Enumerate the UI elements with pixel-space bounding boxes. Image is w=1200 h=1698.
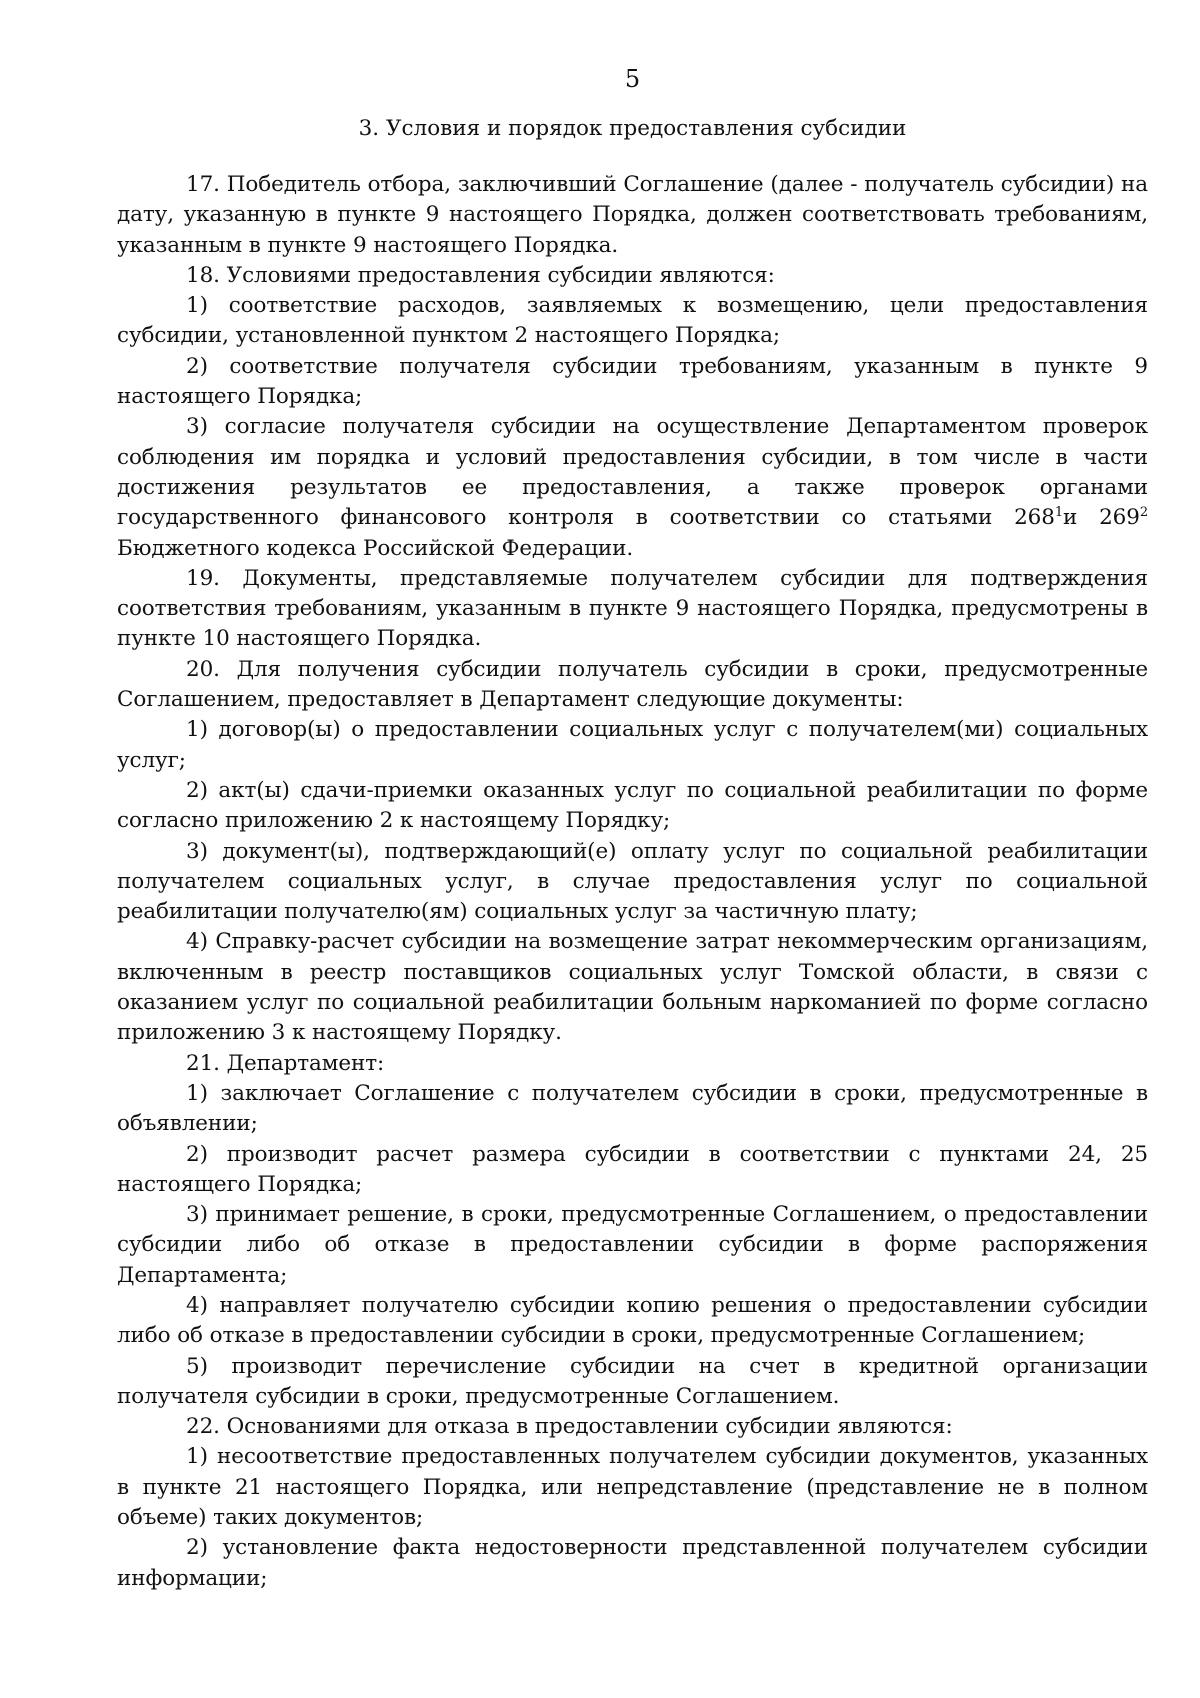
- paragraph-20-item-4: 4) Справку-расчет субсидии на возмещение затрат некоммерческим организациям, включенным в реестр поставщиков социальных услуг Томской области, в связи с оказанием услуг по социальной реабилитации больным наркоманией по форме согласно приложению 3 к настоящему Порядку.: [117, 929, 1148, 1046]
- paragraph-18-item-3: [117, 412, 1148, 563]
- paragraph-22-item-2: 2) установление факта недостоверности представленной получателем субсидии информации;: [117, 1535, 1148, 1591]
- paragraph-18: 18. Условиями предоставления субсидии являются:: [186, 262, 775, 288]
- paragraph-22-item-1: 1) несоответствие предоставленных получателем субсидии документов, указанных в пункте 21 настоящего Порядка, или непредставление (представление не в полном объеме) таких документов;: [117, 1444, 1148, 1531]
- paragraph-21: 21. Департамент:: [186, 1050, 385, 1076]
- paragraph-18-item-2: 2) соответствие получателя субсидии требованиям, указанным в пункте 9 настоящего Порядка;: [117, 353, 1148, 410]
- paragraph-20-item-2: 2) акт(ы) сдачи-приемки оказанных услуг по социальной реабилитации по форме согласно приложению 2 к настоящему Порядку;: [117, 777, 1148, 834]
- paragraph-22: 22. Основаниями для отказа в предоставлении субсидии являются:: [186, 1414, 953, 1440]
- paragraph-text: 3) согласие получателя субсидии на осуществление Департаментом проверок соблюдения им порядка и условий предоставления субсидии, в том числе в части достижения результатов ее предоставления, а также проверок органами государственного финансового контроля в соответствии со статьями 268: [117, 414, 1148, 531]
- paragraph-text: Бюджетного кодекса Российской Федерации.: [117, 535, 634, 561]
- paragraph-21-item-3: 3) принимает решение, в сроки, предусмотренные Соглашением, о предоставлении субсидии либо об отказе в предоставлении субсидии в форме распоряжения Департамента;: [117, 1202, 1148, 1288]
- section-title: 3. Условия и порядок предоставления субсидии: [358, 116, 907, 141]
- superscript: 2: [1139, 505, 1148, 521]
- page-number: 5: [624, 65, 641, 93]
- paragraph-20-item-1: 1) договор(ы) о предоставлении социальных услуг с получателем(ми) социальных услуг;: [117, 717, 1148, 773]
- paragraph-text: и 269: [1063, 505, 1140, 531]
- paragraph-19: 19. Документы, представляемые получателем субсидии для подтверждения соответствия требованиям, указанным в пункте 9 настоящего Порядка, предусмотрены в пункте 10 настоящего Порядка.: [117, 565, 1148, 652]
- document-page: [117, 64, 1148, 1594]
- paragraph-21-item-1: 1) заключает Соглашение с получателем субсидии в сроки, предусмотренные в объявлении;: [117, 1080, 1148, 1137]
- paragraph-21-item-2: 2) производит расчет размера субсидии в соответствии с пунктами 24, 25 настоящего Порядка;: [117, 1141, 1148, 1197]
- superscript: 1: [1054, 505, 1064, 521]
- paragraph-17: 17. Победитель отбора, заключивший Соглашение (далее - получатель субсидии) на дату, указанную в пункте 9 настоящего Порядка, должен соответствовать требованиям, указанным в пункте 9 настоящего Порядка.: [117, 172, 1148, 258]
- paragraph-20: 20. Для получения субсидии получатель субсидии в сроки, предусмотренные Соглашением, предоставляет в Департамент следующие документы:: [117, 656, 1148, 713]
- paragraph-21-item-5: 5) производит перечисление субсидии на счет в кредитной организации получателя субсидии в сроки, предусмотренные Соглашением.: [117, 1353, 1148, 1409]
- paragraph-18-item-1: 1) соответствие расходов, заявляемых к возмещению, цели предоставления субсидии, установленной пунктом 2 настоящего Порядка;: [117, 293, 1148, 349]
- paragraph-21-item-4: 4) направляет получателю субсидии копию решения о предоставлении субсидии либо об отказе в предоставлении субсидии в сроки, предусмотренные Соглашением;: [117, 1292, 1148, 1349]
- paragraph-20-item-3: 3) документ(ы), подтверждающий(е) оплату услуг по социальной реабилитации получателем социальных услуг, в случае предоставления услуг по социальной реабилитации получателю(ям) социальных услуг за частичную плату;: [117, 838, 1148, 925]
